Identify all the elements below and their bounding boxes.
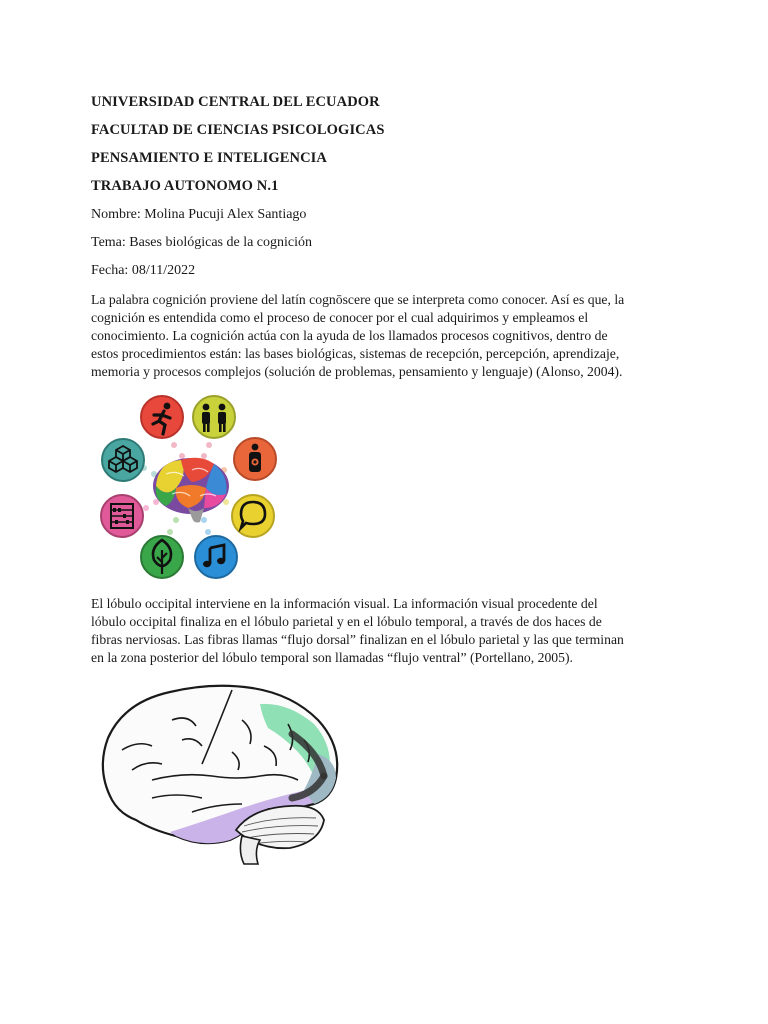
- cubes-icon: [102, 439, 144, 481]
- paragraph-line: El lóbulo occipital interviene en la información visual. La información visual procedente del: [91, 596, 598, 611]
- topic: Tema: Bases biológicas de la cognición: [91, 235, 313, 250]
- paragraph-line: conocimiento. La cognición actúa con la ayuda de los llamados procesos cognitivos, dentro de: [91, 328, 608, 343]
- paragraph-line: La palabra cognición proviene del latín cognōscere que se interpreta como conocer. Así es que, la: [91, 292, 625, 307]
- student-name: Nombre: Molina Pucuji Alex Santiago: [91, 207, 307, 222]
- paragraph-line: en la zona posterior del lóbulo temporal son llamadas “flujo ventral” (Portellano, 2005).: [91, 650, 573, 665]
- university-heading: UNIVERSIDAD CENTRAL DEL ECUADOR: [91, 94, 380, 110]
- running-person-icon: [141, 396, 183, 438]
- abacus-icon: [101, 495, 143, 537]
- paragraph-line: fibras nerviosas. Las fibras llamas “flujo dorsal” finalizan en el lóbulo parietal y las que terminan: [91, 632, 624, 647]
- paragraph-line: memoria y procesos complejos (solución de problemas, pensamiento y lenguaje) (Alonso, 2004).: [91, 364, 623, 379]
- tree-icon: [141, 536, 183, 578]
- music-note-icon: [195, 536, 237, 578]
- faculty-heading: FACULTAD DE CIENCIAS PSICOLOGICAS: [91, 122, 385, 138]
- paragraph-line: lóbulo occipital finaliza en el lóbulo parietal y en el lóbulo temporal, a través de dos haces de: [91, 614, 602, 629]
- assignment-heading: TRABAJO AUTONOMO N.1: [91, 178, 279, 194]
- cognition-wheel-figure: [96, 390, 286, 585]
- paragraph-line: cognición es entendida como el proceso de conocer por el cual adquirimos y empleamos el: [91, 310, 589, 325]
- brainstem: [240, 836, 260, 864]
- course-heading: PENSAMIENTO E INTELIGENCIA: [91, 150, 327, 166]
- speech-bubble-icon: [232, 495, 274, 537]
- paragraph-cognition: [91, 291, 691, 381]
- brain-visual-pathways-figure: [92, 680, 352, 865]
- date: Fecha: 08/11/2022: [91, 263, 196, 278]
- paragraph-occipital: [91, 595, 691, 667]
- two-people-icon: [193, 396, 235, 438]
- colorful-brain-icon: [153, 458, 229, 523]
- paragraph-line: estos procedimientos están: las bases biológicas, sistemas de recepción, percepción, aprendizaje,: [91, 346, 620, 361]
- person-target-icon: [234, 438, 276, 480]
